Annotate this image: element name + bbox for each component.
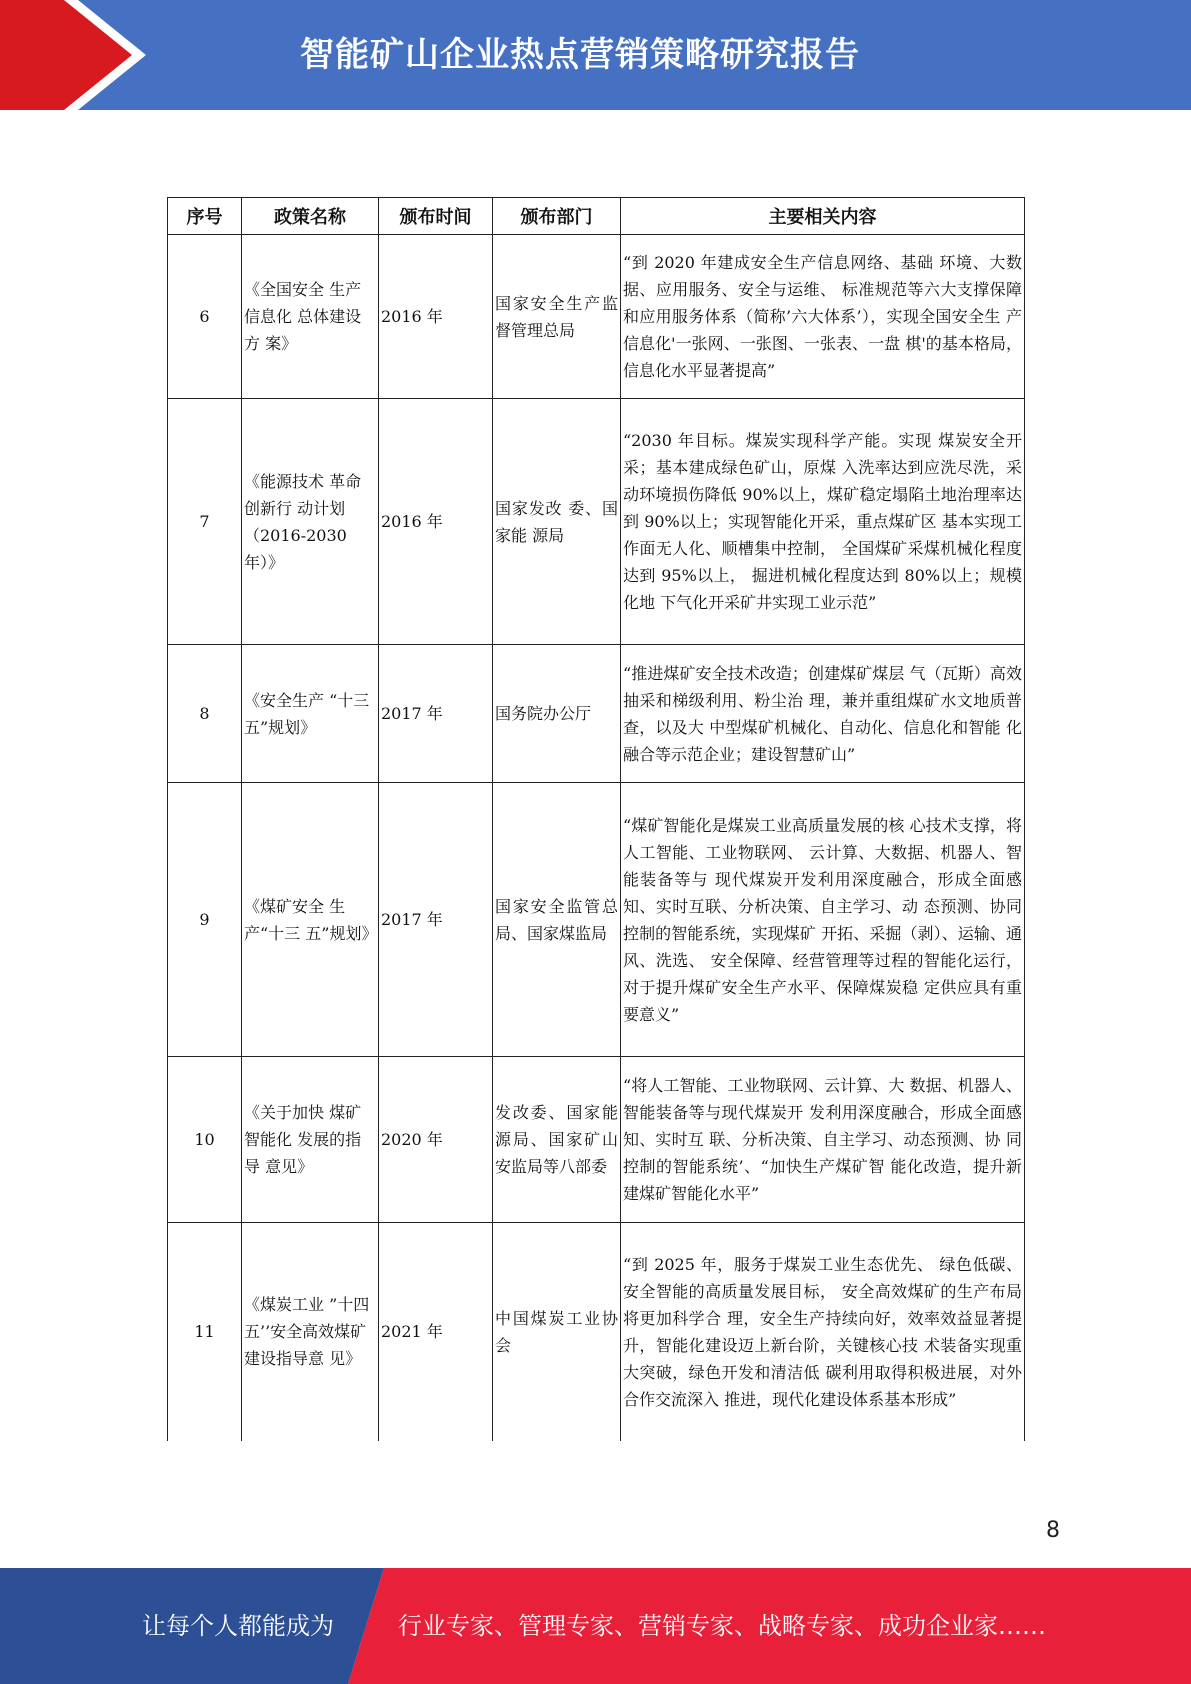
cell-issuing-dept: 中国煤炭工业协会 [493,1223,621,1441]
cell-seq: 8 [168,645,242,783]
table-row [168,235,1025,399]
cell-policy-name: 《全国安全 生产信息化 总体建设方 案》 [242,235,379,399]
cell-issuing-dept: 国务院办公厅 [493,645,621,783]
table-header-row [168,198,1025,235]
table-row [168,1223,1025,1441]
cell-policy-name: 《关于加快 煤矿智能化 发展的指导 意见》 [242,1057,379,1223]
cell-main-content: “推进煤矿安全技术改造；创建煤矿煤层 气（瓦斯）高效抽采和梯级利用、粉尘治 理，兼并重组煤矿水文地质普查，以及大 中型煤矿机械化、自动化、信息化和智能 化融合等示范企业；建设智慧矿山” [621,645,1025,783]
page-number: 8 [1046,1518,1060,1543]
cell-issuing-dept: 发改委、国家能源局、国家矿山安监局等八部委 [493,1057,621,1223]
cell-seq: 10 [168,1057,242,1223]
table-row [168,399,1025,645]
cell-policy-name: 《煤矿安全 生产“十三 五”规划》 [242,783,379,1057]
header-issue-date: 颁布时间 [379,198,493,235]
footer-slogan-right: 行业专家、管理专家、营销专家、战略专家、成功企业家…… [398,1612,1046,1640]
report-title: 智能矿山企业热点营销策略研究报告 [300,35,860,75]
cell-issuing-dept: 国家安全监管总局、国家煤监局 [493,783,621,1057]
table-row [168,783,1025,1057]
table-row [168,1057,1025,1223]
table-row [168,645,1025,783]
cell-main-content: “到 2025 年，服务于煤炭工业生态优先、 绿色低碳、安全智能的高质量发展目标， 安全高效煤矿的生产布局将更加科学合 理，安全生产持续向好，效率效益显著提 升，智能化建设迈上新台阶，关键核心技 术装备实现重大突破，绿色开发和清洁低 碳利用取得积极进展，对外合作交流深入 推进，现代化建设体系基本形成” [621,1223,1025,1441]
cell-main-content: “将人工智能、工业物联网、云计算、大 数据、机器人、智能装备等与现代煤炭开 发利用深度融合，形成全面感知、实时互 联、分析决策、自主学习、动态预测、协 同控制的智能系统’、“加快生产煤矿智 能化改造，提升新建煤矿智能化水平” [621,1057,1025,1223]
cell-main-content: “到 2020 年建成安全生产信息网络、基础 环境、大数据、应用服务、安全与运维、 标准规范等六大支撑保障和应用服务体系（简称’六大体系’），实现全国安全生 产信息化'一张网、一张图、一张表、一盘 棋'的基本格局，信息化水平显著提高” [621,235,1025,399]
policy-table [167,197,1025,1441]
cell-seq: 6 [168,235,242,399]
cell-seq: 11 [168,1223,242,1441]
cell-main-content: “2030 年目标。煤炭实现科学产能。实现 煤炭安全开采；基本建成绿色矿山，原煤 入洗率达到应洗尽洗，采动环境损伤降低 90%以上，煤矿稳定塌陷土地治理率达到 90%以上；实现智能化开采，重点煤矿区 基本实现工作面无人化、顺槽集中控制， 全国煤矿采煤机械化程度达到 95%以上， 掘进机械化程度达到 80%以上；规模化地 下气化开采矿井实现工业示范” [621,399,1025,645]
cell-issue-date: 2017 年 [379,645,493,783]
header-policy-name: 政策名称 [242,198,379,235]
header-issuing-dept: 颁布部门 [493,198,621,235]
footer-slogan-left: 让每个人都能成为 [142,1612,334,1640]
footer-band [0,1568,1191,1684]
cell-seq: 9 [168,783,242,1057]
cell-policy-name: 《安全生产 “十三五”规划》 [242,645,379,783]
cell-policy-name: 《能源技术 革命创新行 动计划 （2016-2030 年）》 [242,399,379,645]
cell-issue-date: 2021 年 [379,1223,493,1441]
cell-main-content: “煤矿智能化是煤炭工业高质量发展的核 心技术支撑，将人工智能、工业物联网、 云计算、大数据、机器人、智能装备等与 现代煤炭开发利用深度融合，形成全面感 知、实时互联、分析决策、自主学习、动 态预测、协同控制的智能系统，实现煤矿 开拓、采掘（剥）、运输、通风、洗选、 安全保障、经营管理等过程的智能化运行， 对于提升煤矿安全生产水平、保障煤炭稳 定供应具有重要意义” [621,783,1025,1057]
header-seq: 序号 [168,198,242,235]
cell-issue-date: 2020 年 [379,1057,493,1223]
cell-issuing-dept: 国家发改 委、国家能 源局 [493,399,621,645]
cell-issue-date: 2016 年 [379,399,493,645]
header-band [0,0,1191,110]
cell-policy-name: 《煤炭工业 ”十四五’’安全高效煤矿 建设指导意 见》 [242,1223,379,1441]
header-main-content: 主要相关内容 [621,198,1025,235]
cell-issue-date: 2016 年 [379,235,493,399]
cell-issue-date: 2017 年 [379,783,493,1057]
cell-seq: 7 [168,399,242,645]
cell-issuing-dept: 国家安全生产监督管理总局 [493,235,621,399]
